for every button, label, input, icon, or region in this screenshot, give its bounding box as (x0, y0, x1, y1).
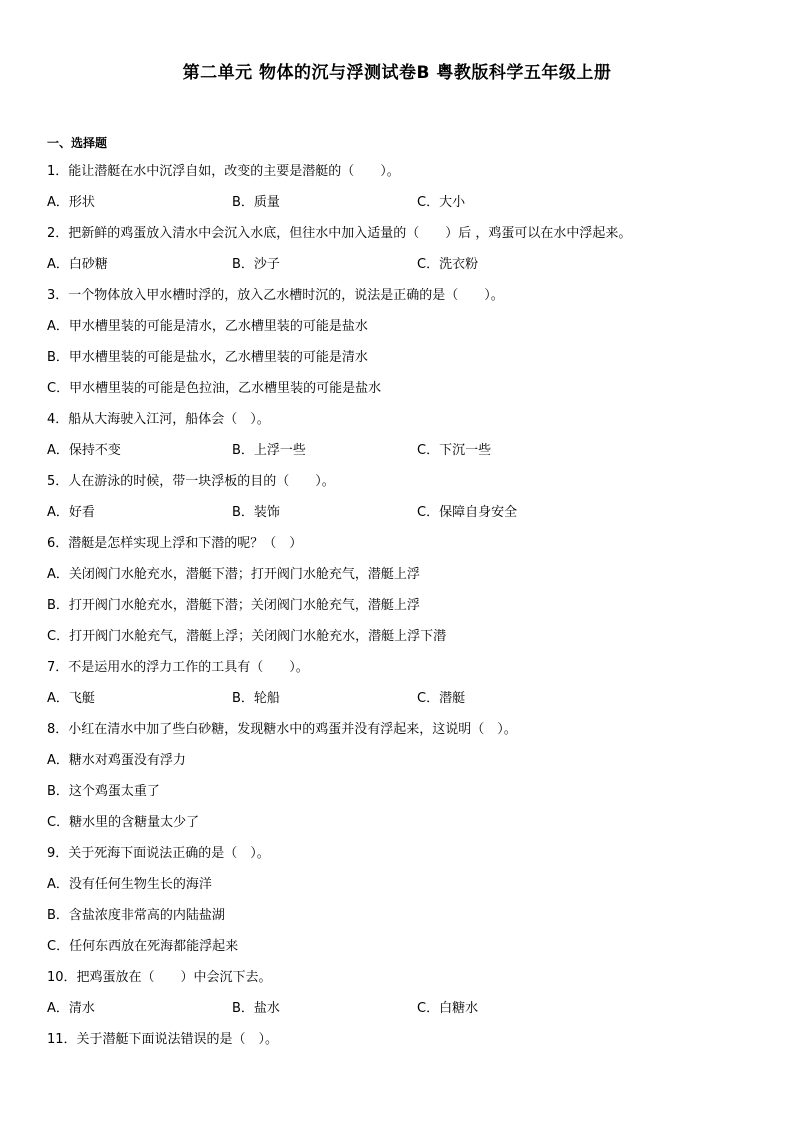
answer-option: A．形状 (47, 195, 95, 210)
answer-option: C．潜艇 (417, 691, 466, 706)
answer-option: A．清水 (47, 1001, 95, 1016)
answer-option: B．盐水 (232, 1001, 280, 1016)
answer-option: B．沙子 (232, 257, 280, 272)
answer-option: B．轮船 (232, 691, 280, 706)
answer-option: C．洗衣粉 (417, 257, 479, 272)
question-text: 11．关于潜艇下面说法错误的是（ ）。 (47, 1032, 279, 1047)
answer-option: C．保障自身安全 (417, 505, 518, 520)
question-text: 4．船从大海驶入江河，船体会（ ）。 (47, 412, 270, 427)
question-text: 1．能让潜艇在水中沉浮自如，改变的主要是潜艇的（ ）。 (47, 164, 400, 179)
answer-option: B．含盐浓度非常高的内陆盐湖 (47, 908, 225, 923)
answer-option: C．大小 (417, 195, 466, 210)
question-text: 5．人在游泳的时候，带一块浮板的目的（ ）。 (47, 474, 335, 489)
section-heading: 一、选择题 (47, 136, 108, 150)
option-row (47, 993, 757, 1024)
question-text: 9．关于死海下面说法正确的是（ ）。 (47, 846, 270, 861)
page-title: 第二单元 物体的沉与浮测试卷B 粤教版科学五年级上册 (182, 63, 612, 83)
answer-option: C．甲水槽里装的可能是色拉油，乙水槽里装的可能是盐水 (47, 381, 382, 396)
answer-option: B．甲水槽里装的可能是盐水，乙水槽里装的可能是清水 (47, 350, 368, 365)
question-text: 3．一个物体放入甲水槽时浮的，放入乙水槽时沉的，说法是正确的是（ ）。 (47, 288, 504, 303)
question-text: 8．小红在清水中加了些白砂糖，发现糖水中的鸡蛋并没有浮起来，这说明（ ）。 (47, 722, 517, 737)
answer-option: C．打开阀门水舱充气，潜艇上浮；关闭阀门水舱充水，潜艇上浮下潜 (47, 629, 447, 644)
answer-option: B．这个鸡蛋太重了 (47, 784, 160, 799)
answer-option: A．好看 (47, 505, 95, 520)
answer-option: A．白砂糖 (47, 257, 108, 272)
answer-option: A．保持不变 (47, 443, 121, 458)
answer-option: C．任何东西放在死海都能浮起来 (47, 939, 239, 954)
answer-option: B．装饰 (232, 505, 280, 520)
answer-option: A．关闭阀门水舱充水，潜艇下潜；打开阀门水舱充气，潜艇上浮 (47, 567, 420, 582)
answer-option: A．甲水槽里装的可能是清水，乙水槽里装的可能是盐水 (47, 319, 368, 334)
answer-option: A．没有任何生物生长的海洋 (47, 877, 212, 892)
question-text: 7．不是运用水的浮力工作的工具有（ ）。 (47, 660, 309, 675)
option-row (47, 187, 757, 218)
option-row (47, 683, 757, 714)
answer-option: B．上浮一些 (232, 443, 306, 458)
option-row (47, 497, 757, 528)
answer-option: B．打开阀门水舱充水，潜艇下潜；关闭阀门水舱充气，潜艇上浮 (47, 598, 420, 613)
answer-option: C．下沉一些 (417, 443, 492, 458)
question-text: 2．把新鲜的鸡蛋放入清水中会沉入水底，但往水中加入适量的（ ）后 ，鸡蛋可以在水中浮起来。 (47, 226, 632, 241)
question-text: 10．把鸡蛋放在（ ）中会沉下去。 (47, 970, 272, 985)
answer-option: C．白糖水 (417, 1001, 479, 1016)
question-list (47, 156, 757, 1055)
question-text: 6．潜艇是怎样实现上浮和下潜的呢？（ ） (47, 536, 303, 551)
option-row (47, 435, 757, 466)
answer-option: A．糖水对鸡蛋没有浮力 (47, 753, 186, 768)
answer-option: A．飞艇 (47, 691, 95, 706)
option-row (47, 249, 757, 280)
answer-option: B．质量 (232, 195, 280, 210)
answer-option: C．糖水里的含糖量太少了 (47, 815, 200, 830)
